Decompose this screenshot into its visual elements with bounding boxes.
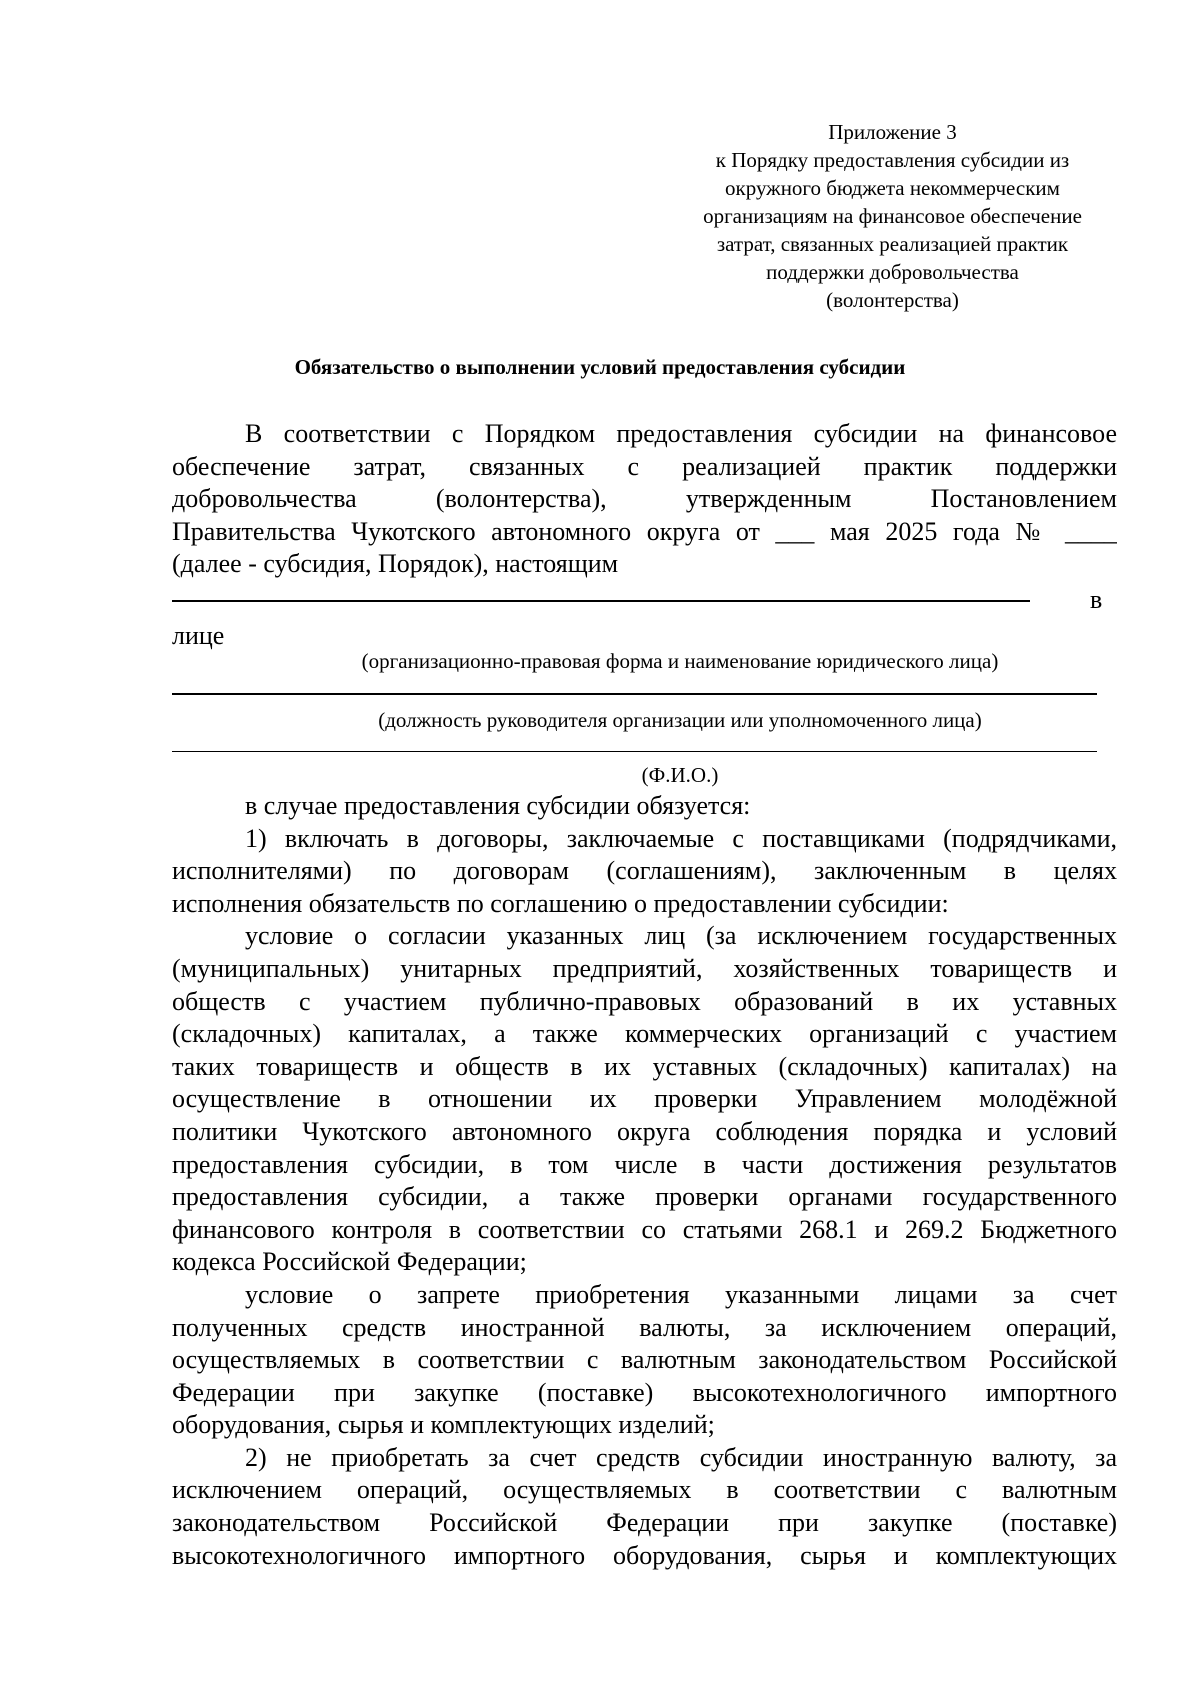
text-line: политики Чукотского автономного округа соблюдения порядка и условий (172, 1116, 1117, 1146)
appendix-header (665, 118, 1120, 314)
org-name-fill-line (172, 600, 1030, 602)
text-line: 1) включать в договоры, заключаемые с поставщиками (подрядчиками, (245, 823, 1117, 853)
text-line: (складочных) капиталах, а также коммерческих организаций с участием (172, 1019, 1117, 1049)
caption-position: (должность руководителя организации или уполномоченного лица) (378, 708, 982, 732)
appendix-line: к Порядку предоставления субсидии из (715, 148, 1070, 172)
text-line: оборудования, сырья и комплектующих изделий; (172, 1410, 715, 1440)
caption-fio: (Ф.И.О.) (641, 763, 719, 787)
text-line: Правительства Чукотского автономного округа от ___ мая 2025 года № ____ (172, 516, 1117, 546)
appendix-line: Приложение 3 (828, 120, 957, 144)
intro-paragraph (172, 418, 1117, 581)
text-line: таких товариществ и обществ в их уставных (складочных) капиталах) на (172, 1051, 1117, 1081)
text-line: (муниципальных) унитарных предприятий, хозяйственных товариществ и (172, 953, 1117, 983)
appendix-line: организациям на финансовое обеспечение (703, 204, 1082, 228)
text-line: обеспечение затрат, связанных с реализацией практик поддержки (172, 451, 1117, 481)
text-line: законодательством Российской Федерации при закупке (поставке) (172, 1508, 1117, 1538)
text-line: финансового контроля в соответствии со статьями 268.1 и 269.2 Бюджетного (172, 1214, 1117, 1244)
position-fill-line (172, 693, 1097, 695)
text-line: кодекса Российской Федерации; (172, 1247, 527, 1277)
obligations-body (172, 790, 1117, 1572)
text-line: обществ с участием публично-правовых образований в их уставных (172, 986, 1117, 1016)
text-line: условие о запрете приобретения указанными лицами за счет (245, 1279, 1117, 1309)
text-line: предоставления субсидии, в том числе в части достижения результатов (172, 1149, 1117, 1179)
text-line: условие о согласии указанных лиц (за исключением государственных (245, 921, 1117, 951)
text-line: предоставления субсидии, а также проверки органами государственного (172, 1182, 1117, 1212)
text-line: в случае предоставления субсидии обязуется: (245, 791, 751, 820)
appendix-line: окружного бюджета некоммерческим (725, 176, 1060, 200)
text-line: исключением операций, осуществляемых в соответствии с валютным (172, 1475, 1117, 1505)
text-line: высокотехнологичного импортного оборудования, сырья и комплектующих (172, 1540, 1117, 1570)
caption-org: (организационно-правовая форма и наименование юридического лица) (361, 649, 999, 673)
appendix-line: поддержки добровольчества (766, 260, 1019, 284)
appendix-line: (волонтерства) (826, 288, 959, 312)
text-line: исполнения обязательств по соглашению о предоставлении субсидии: (172, 888, 949, 918)
text-line: исполнителями) по договорам (соглашениям), заключенным в целях (172, 856, 1117, 886)
text-line: В соответствии с Порядком предоставления субсидии на финансовое (245, 419, 1117, 448)
litse-label: лице (172, 621, 225, 650)
text-line: осуществление в отношении их проверки Управлением молодёжной (172, 1084, 1117, 1114)
v-label: в (1090, 585, 1103, 614)
text-line: 2) не приобретать за счет средств субсидии иностранную валюту, за (245, 1442, 1117, 1472)
document-title: Обязательство о выполнении условий предоставления субсидии (294, 355, 906, 379)
text-line: (далее - субсидия, Порядок), настоящим (172, 549, 619, 579)
fio-fill-line (172, 751, 1097, 752)
text-line: полученных средств иностранной валюты, за исключением операций, (172, 1312, 1117, 1342)
appendix-line: затрат, связанных реализацией практик (716, 232, 1069, 256)
text-line: осуществляемых в соответствии с валютным законодательством Российской (172, 1345, 1117, 1375)
text-line: добровольчества (волонтерства), утвержденным Постановлением (172, 484, 1117, 514)
text-line: Федерации при закупке (поставке) высокотехнологичного импортного (172, 1377, 1117, 1407)
